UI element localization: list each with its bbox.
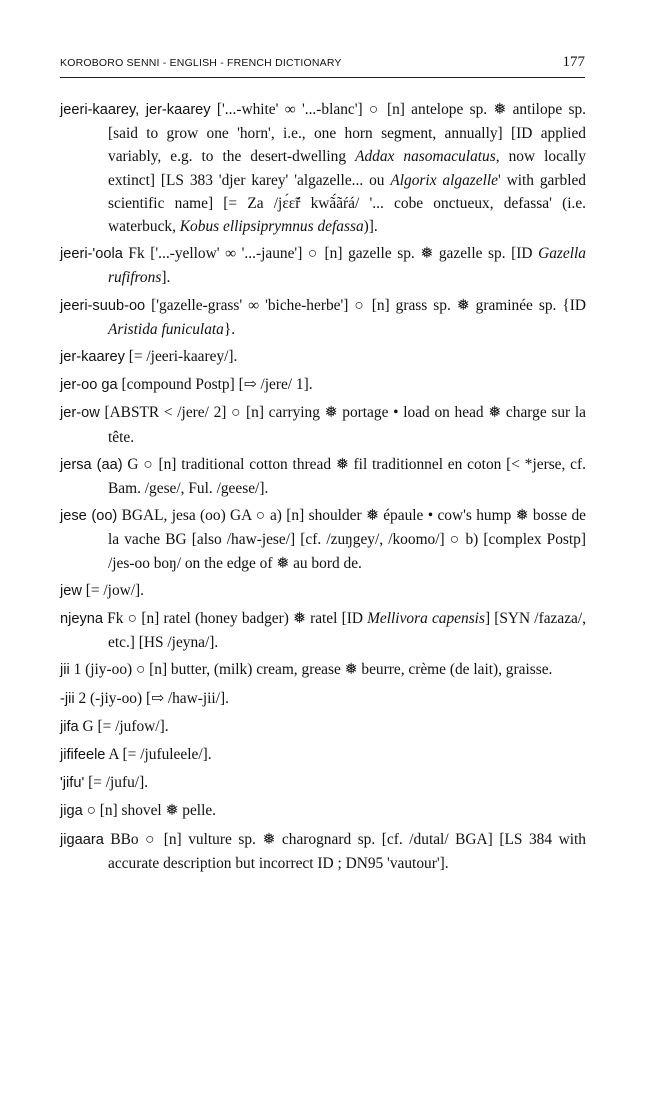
- entry-headword: jese (oo): [60, 508, 118, 525]
- dictionary-entry: [60, 401, 586, 448]
- entry-text: , now locally extinct] [LS 383 'djer karey' 'algazelle... ou: [108, 148, 586, 189]
- dictionary-entries: [60, 98, 586, 879]
- dictionary-entry: [60, 242, 586, 289]
- entry-scientific-name: Aristida funiculata: [108, 320, 224, 338]
- dictionary-entry: [60, 658, 586, 682]
- entry-scientific-name: Kobus ellipsiprymnus defassa: [179, 218, 364, 236]
- entry-headword: jigaara: [60, 831, 104, 848]
- entry-headword: jer-oo ga: [60, 377, 118, 394]
- entry-text: [= /jow/].: [81, 581, 145, 599]
- entry-headword: jersa (aa): [60, 456, 123, 473]
- dictionary-entry: [60, 579, 586, 603]
- entry-text: }.: [223, 320, 236, 338]
- entry-text: [= /jeeri-kaarey/].: [124, 348, 238, 366]
- entry-text: ○ [n] shovel ❅ pelle.: [82, 802, 217, 820]
- entry-headword: jer-ow: [60, 405, 100, 422]
- entry-headword: jififeele: [60, 747, 106, 764]
- entry-text: [compound Postp] [⇨ /jere/ 1].: [117, 376, 313, 394]
- dictionary-entry: [60, 504, 586, 575]
- entry-scientific-name: Addax nasomaculatus: [355, 148, 496, 166]
- entry-text: BBo ○ [n] vulture sp. ❅ charognard sp. [cf. /dutal/ BGA] [LS 384 with accurate description but incorrect ID ; DN95 'vautour'].: [103, 830, 586, 872]
- entry-headword: jeeri-'oola: [60, 246, 123, 263]
- running-head: KOROBORO SENNI - ENGLISH - FRENCH DICTIONARY: [60, 57, 342, 69]
- entry-scientific-name: Gazella rufifrons: [108, 245, 586, 287]
- entry-headword: 'jifu': [60, 775, 85, 792]
- entry-text: 1 (jiy-oo) ○ [n] butter, (milk) cream, grease ❅ beurre, crème (de lait), graisse.: [69, 661, 553, 679]
- entry-headword: njeyna: [60, 611, 104, 628]
- entry-text: Fk ['...-yellow' ∞ '...-jaune'] ○ [n] gazelle sp. ❅ gazelle sp. [ID: [122, 245, 539, 263]
- entry-headword: jeeri-kaarey, jer-kaarey: [60, 102, 211, 118]
- dictionary-entry: [60, 799, 586, 823]
- page-number: 177: [562, 54, 585, 70]
- entry-text: G ○ [n] traditional cotton thread ❅ fil traditionnel en coton [< *jerse, cf. Bam. /gese/, Ful. /geese/].: [108, 455, 586, 498]
- entry-scientific-name: Mellivora capensis: [367, 610, 485, 628]
- dictionary-entry: [60, 828, 586, 875]
- dictionary-entry: [60, 715, 586, 739]
- entry-headword: -jii: [60, 690, 75, 707]
- entry-headword: jeeri-suub-oo: [60, 297, 146, 314]
- dictionary-entry: [60, 453, 586, 500]
- entry-headword: jii: [60, 662, 70, 679]
- entry-text: )].: [363, 218, 378, 236]
- dictionary-entry: [60, 687, 586, 711]
- entry-headword: jer-kaarey: [60, 349, 125, 366]
- entry-text: A [= /jufuleele/].: [105, 746, 212, 764]
- entry-text: G [= /jufow/].: [78, 717, 169, 735]
- entry-text: Fk ○ [n] ratel (honey badger) ❅ ratel [ID: [103, 610, 368, 628]
- entry-headword: jifa: [60, 718, 79, 735]
- entry-scientific-name: Algorix algazelle: [390, 171, 498, 189]
- entry-headword: jiga: [60, 803, 83, 820]
- page-header: [60, 54, 585, 78]
- entry-text: ' with garbled scientific name] [= Za /jɛ́ɛ̃ŕ kwã́ãŕá/ '... cobe onctueux, defassa' (i.e. waterbuck,: [108, 171, 587, 236]
- entry-text: ].: [161, 269, 171, 287]
- entry-text: ['...-white' ∞ '...-blanc'] ○ [n] antelope sp. ❅ antilope sp. [said to grow one 'horn', i.e., one horn segment, annually] [ID applied variably, e.g. to the desert-dwelling: [108, 101, 586, 166]
- entry-text: ] [SYN /fazaza/, etc.] [HS /jeyna/].: [108, 610, 586, 652]
- dictionary-entry: [60, 607, 586, 654]
- entry-text: BGAL, jesa (oo) GA ○ a) [n] shoulder ❅ épaule • cow's hump ❅ bosse de la vache BG [also /haw-jese/] [cf. /zuŋgey/, /koomo/] ○ b) [complex Postp] /jes-oo boŋ/ on the edge of ❅ au bord de.: [108, 507, 587, 572]
- entry-headword: jew: [60, 582, 82, 599]
- dictionary-entry: [60, 771, 586, 795]
- dictionary-entry: [60, 743, 586, 767]
- entry-text: 2 (-jiy-oo) [⇨ /haw-jii/].: [74, 689, 229, 707]
- entry-text: ['gazelle-grass' ∞ 'biche-herbe'] ○ [n] grass sp. ❅ graminée sp. {ID: [145, 296, 586, 314]
- dictionary-entry: [60, 373, 586, 397]
- dictionary-entry: [60, 345, 586, 369]
- entry-text: [ABSTR < /jere/ 2] ○ [n] carrying ❅ portage • load on head ❅ charge sur la tête.: [99, 404, 586, 446]
- entry-text: [= /jufu/].: [84, 774, 149, 792]
- dictionary-entry: [60, 98, 586, 238]
- dictionary-entry: [60, 294, 586, 341]
